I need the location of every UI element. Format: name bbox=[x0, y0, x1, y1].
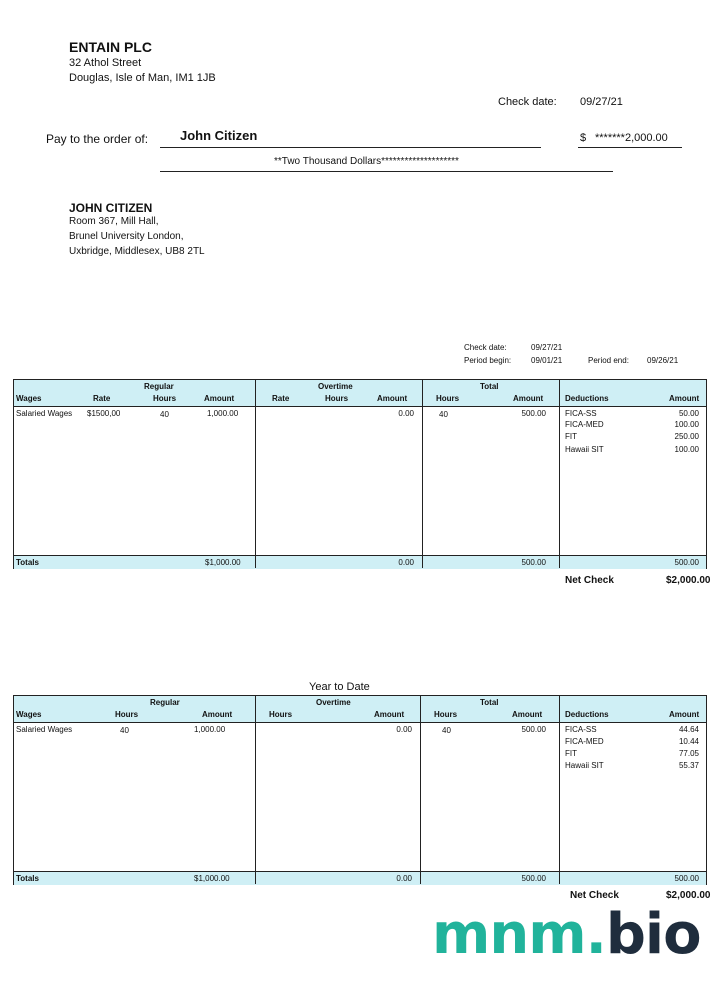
deduction-name: FIT bbox=[565, 432, 577, 441]
totals-label: Totals bbox=[16, 558, 39, 567]
recipient-name: JOHN CITIZEN bbox=[69, 201, 153, 215]
deduction-amount: 50.00 bbox=[678, 409, 699, 418]
amount-underline bbox=[578, 147, 682, 148]
totals-ot: 0.00 bbox=[396, 874, 412, 883]
deduction-name: FIT bbox=[565, 749, 577, 758]
period-end: 09/26/21 bbox=[647, 356, 679, 365]
col-deductions: Deductions bbox=[565, 710, 609, 719]
row-amount: 1,000.00 bbox=[194, 725, 226, 734]
row-ot-amount: 0.00 bbox=[396, 725, 412, 734]
current-earnings-table bbox=[13, 379, 707, 569]
totals-ot: 0.00 bbox=[398, 558, 414, 567]
group-overtime: Overtime bbox=[316, 698, 351, 707]
deduction-name: Hawaii SIT bbox=[565, 761, 604, 770]
col-ded-amount: Amount bbox=[669, 710, 700, 719]
col-amount: Amount bbox=[202, 710, 233, 719]
col-tot-hours: Hours bbox=[434, 710, 458, 719]
totals-total: 500.00 bbox=[521, 874, 546, 883]
col-ot-rate: Rate bbox=[272, 394, 290, 403]
deduction-amount: 44.64 bbox=[678, 725, 699, 734]
totals-ded: 500.00 bbox=[674, 558, 699, 567]
deduction-amount: 250.00 bbox=[674, 432, 699, 441]
recipient-line3: Uxbridge, Middlesex, UB8 2TL bbox=[69, 246, 205, 257]
company-address-line2: Douglas, Isle of Man, IM1 1JB bbox=[69, 72, 216, 84]
check-date-label: Check date: bbox=[498, 96, 557, 108]
ytd-net-check-label: Net Check bbox=[570, 890, 619, 901]
deduction-amount: 10.44 bbox=[678, 737, 699, 746]
col-ot-amount: Amount bbox=[374, 710, 405, 719]
group-total: Total bbox=[480, 382, 499, 391]
col-wages: Wages bbox=[16, 394, 42, 403]
currency-symbol: $ bbox=[580, 132, 587, 144]
col-amount: Amount bbox=[204, 394, 235, 403]
col-tot-amount: Amount bbox=[512, 710, 543, 719]
watermark-part1: mnm. bbox=[432, 902, 606, 967]
deduction-amount: 100.00 bbox=[674, 445, 699, 454]
col-hours: Hours bbox=[115, 710, 139, 719]
deduction-name: FICA-SS bbox=[565, 409, 597, 418]
row-ot-amount: 0.00 bbox=[398, 409, 414, 418]
recipient-line2: Brunel University London, bbox=[69, 231, 184, 242]
company-name: ENTAIN PLC bbox=[69, 39, 152, 55]
row-tot-amount: 500.00 bbox=[521, 725, 546, 734]
row-rate: $1500,00 bbox=[87, 409, 121, 418]
watermark-part2: bio bbox=[605, 902, 701, 967]
recipient-line1: Room 367, Mill Hall, bbox=[69, 216, 159, 227]
pay-to-label: Pay to the order of: bbox=[46, 132, 149, 146]
group-regular: Regular bbox=[144, 382, 174, 391]
row-tot-hours: 40 bbox=[442, 726, 451, 735]
deduction-amount: 77.05 bbox=[678, 749, 699, 758]
col-rate: Rate bbox=[93, 394, 111, 403]
period-check-date-label: Check date: bbox=[464, 343, 507, 352]
row-tot-amount: 500.00 bbox=[521, 409, 546, 418]
group-overtime: Overtime bbox=[318, 382, 353, 391]
period-begin-label: Period begin: bbox=[464, 356, 512, 365]
ytd-title: Year to Date bbox=[309, 681, 370, 693]
col-ot-hours: Hours bbox=[269, 710, 293, 719]
row-amount: 1,000.00 bbox=[207, 409, 239, 418]
col-ded-amount: Amount bbox=[669, 394, 700, 403]
deduction-name: FICA-MED bbox=[565, 737, 604, 746]
period-check-date: 09/27/21 bbox=[531, 343, 563, 352]
group-total: Total bbox=[480, 698, 499, 707]
deduction-name: Hawaii SIT bbox=[565, 445, 604, 454]
row-wage-type: Salaried Wages bbox=[16, 409, 73, 418]
col-ot-hours: Hours bbox=[325, 394, 349, 403]
totals-amount: $1,000.00 bbox=[194, 874, 230, 883]
net-check-amount: $2,000.00 bbox=[666, 575, 711, 586]
period-begin: 09/01/21 bbox=[531, 356, 563, 365]
col-tot-hours: Hours bbox=[436, 394, 460, 403]
totals-total: 500.00 bbox=[521, 558, 546, 567]
row-tot-hours: 40 bbox=[439, 410, 448, 419]
totals-band bbox=[14, 556, 706, 569]
deduction-amount: 55.37 bbox=[678, 761, 699, 770]
amount-in-words: **Two Thousand Dollars******************** bbox=[274, 156, 459, 167]
row-hours: 40 bbox=[160, 410, 169, 419]
check-date-value: 09/27/21 bbox=[580, 96, 623, 108]
check-amount: *******2,000.00 bbox=[595, 132, 668, 144]
watermark-logo bbox=[432, 902, 701, 967]
ytd-net-check-amount: $2,000.00 bbox=[666, 890, 711, 901]
payee-name: John Citizen bbox=[180, 128, 258, 143]
totals-band bbox=[14, 872, 706, 885]
col-wages: Wages bbox=[16, 710, 42, 719]
deduction-amount: 100.00 bbox=[674, 420, 699, 429]
row-hours: 40 bbox=[120, 726, 129, 735]
words-underline bbox=[160, 171, 613, 172]
payee-underline bbox=[160, 147, 541, 148]
col-hours: Hours bbox=[153, 394, 177, 403]
company-address-line1: 32 Athol Street bbox=[69, 57, 142, 69]
net-check-label: Net Check bbox=[565, 575, 614, 586]
col-tot-amount: Amount bbox=[513, 394, 544, 403]
totals-amount: $1,000.00 bbox=[205, 558, 241, 567]
col-deductions: Deductions bbox=[565, 394, 609, 403]
deduction-name: FICA-MED bbox=[565, 420, 604, 429]
ytd-earnings-table bbox=[13, 695, 707, 885]
deduction-name: FICA-SS bbox=[565, 725, 597, 734]
col-ot-amount: Amount bbox=[377, 394, 408, 403]
row-wage-type: Salaried Wages bbox=[16, 725, 73, 734]
totals-ded: 500.00 bbox=[674, 874, 699, 883]
totals-label: Totals bbox=[16, 874, 39, 883]
period-end-label: Period end: bbox=[588, 356, 629, 365]
group-regular: Regular bbox=[150, 698, 180, 707]
